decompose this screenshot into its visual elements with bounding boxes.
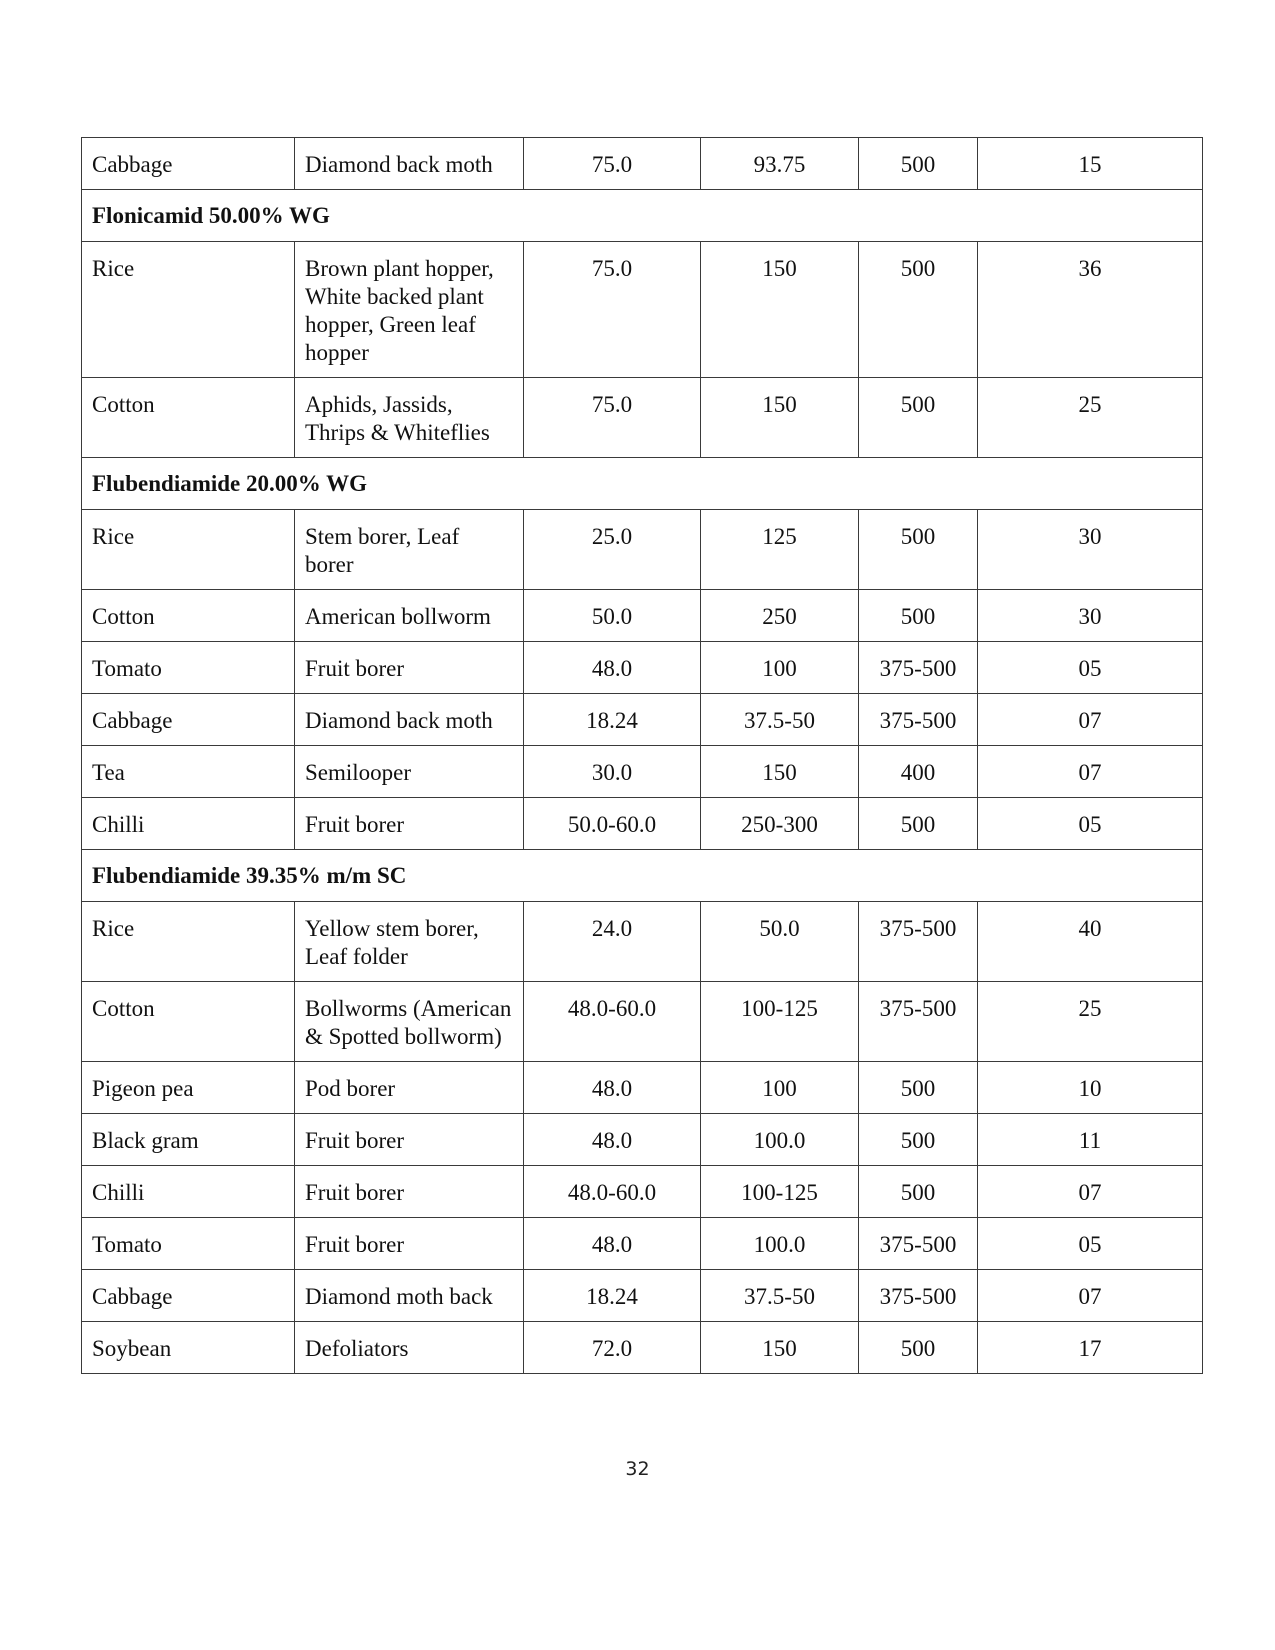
value-cell-2: 250	[701, 590, 859, 642]
pest-cell: Defoliators	[295, 1322, 524, 1374]
value-cell-1: 48.0-60.0	[524, 982, 701, 1062]
crop-cell: Rice	[82, 510, 295, 590]
value-cell-3: 375-500	[859, 982, 978, 1062]
value-cell-4: 11	[978, 1114, 1203, 1166]
table-row	[82, 982, 1203, 1062]
value-cell-2: 37.5-50	[701, 694, 859, 746]
value-cell-4: 30	[978, 510, 1203, 590]
value-cell-3: 500	[859, 798, 978, 850]
value-cell-3: 375-500	[859, 1270, 978, 1322]
pest-cell: Semilooper	[295, 746, 524, 798]
crop-cell: Rice	[82, 902, 295, 982]
value-cell-4: 36	[978, 242, 1203, 378]
value-cell-2: 100	[701, 1062, 859, 1114]
value-cell-3: 500	[859, 1062, 978, 1114]
table-row	[82, 1114, 1203, 1166]
table-row	[82, 590, 1203, 642]
value-cell-1: 48.0-60.0	[524, 1166, 701, 1218]
table-row	[82, 1218, 1203, 1270]
value-cell-2: 250-300	[701, 798, 859, 850]
pest-cell: Fruit borer	[295, 642, 524, 694]
pest-cell: Fruit borer	[295, 1218, 524, 1270]
value-cell-3: 375-500	[859, 642, 978, 694]
value-cell-2: 150	[701, 242, 859, 378]
crop-cell: Pigeon pea	[82, 1062, 295, 1114]
value-cell-3: 500	[859, 1114, 978, 1166]
section-title: Flubendiamide 20.00% WG	[82, 458, 1203, 510]
value-cell-4: 25	[978, 982, 1203, 1062]
value-cell-1: 75.0	[524, 138, 701, 190]
table-row	[82, 1270, 1203, 1322]
value-cell-3: 375-500	[859, 1218, 978, 1270]
value-cell-2: 100-125	[701, 982, 859, 1062]
pest-cell: Diamond moth back	[295, 1270, 524, 1322]
value-cell-2: 100-125	[701, 1166, 859, 1218]
crop-cell: Tomato	[82, 1218, 295, 1270]
value-cell-2: 100.0	[701, 1114, 859, 1166]
crop-cell: Chilli	[82, 1166, 295, 1218]
value-cell-4: 07	[978, 1270, 1203, 1322]
pest-cell: American bollworm	[295, 590, 524, 642]
pest-cell: Stem borer, Leaf borer	[295, 510, 524, 590]
value-cell-1: 18.24	[524, 1270, 701, 1322]
value-cell-4: 25	[978, 378, 1203, 458]
table-row	[82, 902, 1203, 982]
value-cell-4: 17	[978, 1322, 1203, 1374]
value-cell-3: 375-500	[859, 694, 978, 746]
table-row	[82, 798, 1203, 850]
table-row	[82, 242, 1203, 378]
value-cell-1: 50.0-60.0	[524, 798, 701, 850]
pest-cell: Diamond back moth	[295, 694, 524, 746]
value-cell-4: 10	[978, 1062, 1203, 1114]
crop-cell: Cotton	[82, 982, 295, 1062]
value-cell-4: 15	[978, 138, 1203, 190]
pest-cell: Aphids, Jassids, Thrips & Whiteflies	[295, 378, 524, 458]
table-row	[82, 1322, 1203, 1374]
pesticide-table	[81, 137, 1203, 1374]
value-cell-2: 100.0	[701, 1218, 859, 1270]
value-cell-2: 93.75	[701, 138, 859, 190]
value-cell-3: 500	[859, 1322, 978, 1374]
pest-cell: Fruit borer	[295, 798, 524, 850]
value-cell-2: 50.0	[701, 902, 859, 982]
value-cell-2: 150	[701, 1322, 859, 1374]
value-cell-3: 375-500	[859, 902, 978, 982]
pest-cell: Diamond back moth	[295, 138, 524, 190]
value-cell-1: 48.0	[524, 1218, 701, 1270]
value-cell-3: 500	[859, 1166, 978, 1218]
value-cell-1: 48.0	[524, 1114, 701, 1166]
table-row	[82, 1062, 1203, 1114]
value-cell-4: 07	[978, 694, 1203, 746]
value-cell-1: 50.0	[524, 590, 701, 642]
value-cell-4: 07	[978, 1166, 1203, 1218]
table-row	[82, 138, 1203, 190]
value-cell-3: 500	[859, 242, 978, 378]
pest-cell: Yellow stem borer, Leaf folder	[295, 902, 524, 982]
crop-cell: Cabbage	[82, 1270, 295, 1322]
crop-cell: Rice	[82, 242, 295, 378]
pest-cell: Bollworms (American & Spotted bollworm)	[295, 982, 524, 1062]
section-title: Flubendiamide 39.35% m/m SC	[82, 850, 1203, 902]
crop-cell: Black gram	[82, 1114, 295, 1166]
table-row	[82, 694, 1203, 746]
value-cell-4: 07	[978, 746, 1203, 798]
value-cell-1: 24.0	[524, 902, 701, 982]
pest-cell: Fruit borer	[295, 1166, 524, 1218]
pest-cell: Pod borer	[295, 1062, 524, 1114]
value-cell-4: 05	[978, 642, 1203, 694]
pest-cell: Fruit borer	[295, 1114, 524, 1166]
value-cell-4: 05	[978, 798, 1203, 850]
crop-cell: Cotton	[82, 590, 295, 642]
value-cell-3: 500	[859, 378, 978, 458]
table-row	[82, 378, 1203, 458]
value-cell-3: 500	[859, 590, 978, 642]
value-cell-1: 75.0	[524, 378, 701, 458]
value-cell-2: 100	[701, 642, 859, 694]
value-cell-2: 37.5-50	[701, 1270, 859, 1322]
crop-cell: Tea	[82, 746, 295, 798]
value-cell-3: 500	[859, 510, 978, 590]
value-cell-1: 75.0	[524, 242, 701, 378]
crop-cell: Chilli	[82, 798, 295, 850]
pest-cell: Brown plant hopper, White backed plant hopper, Green leaf hopper	[295, 242, 524, 378]
value-cell-4: 30	[978, 590, 1203, 642]
section-header-row	[82, 190, 1203, 242]
crop-cell: Soybean	[82, 1322, 295, 1374]
value-cell-2: 150	[701, 746, 859, 798]
section-header-row	[82, 850, 1203, 902]
table-row	[82, 746, 1203, 798]
value-cell-3: 400	[859, 746, 978, 798]
value-cell-2: 125	[701, 510, 859, 590]
value-cell-2: 150	[701, 378, 859, 458]
value-cell-1: 18.24	[524, 694, 701, 746]
section-title: Flonicamid 50.00% WG	[82, 190, 1203, 242]
crop-cell: Cabbage	[82, 694, 295, 746]
value-cell-1: 48.0	[524, 642, 701, 694]
crop-cell: Tomato	[82, 642, 295, 694]
page-number: 32	[625, 1458, 650, 1480]
value-cell-1: 30.0	[524, 746, 701, 798]
table-row	[82, 642, 1203, 694]
value-cell-4: 40	[978, 902, 1203, 982]
value-cell-3: 500	[859, 138, 978, 190]
crop-cell: Cabbage	[82, 138, 295, 190]
value-cell-1: 72.0	[524, 1322, 701, 1374]
section-header-row	[82, 458, 1203, 510]
value-cell-1: 48.0	[524, 1062, 701, 1114]
table-row	[82, 1166, 1203, 1218]
table-row	[82, 510, 1203, 590]
table-body	[82, 138, 1203, 1374]
value-cell-4: 05	[978, 1218, 1203, 1270]
value-cell-1: 25.0	[524, 510, 701, 590]
crop-cell: Cotton	[82, 378, 295, 458]
